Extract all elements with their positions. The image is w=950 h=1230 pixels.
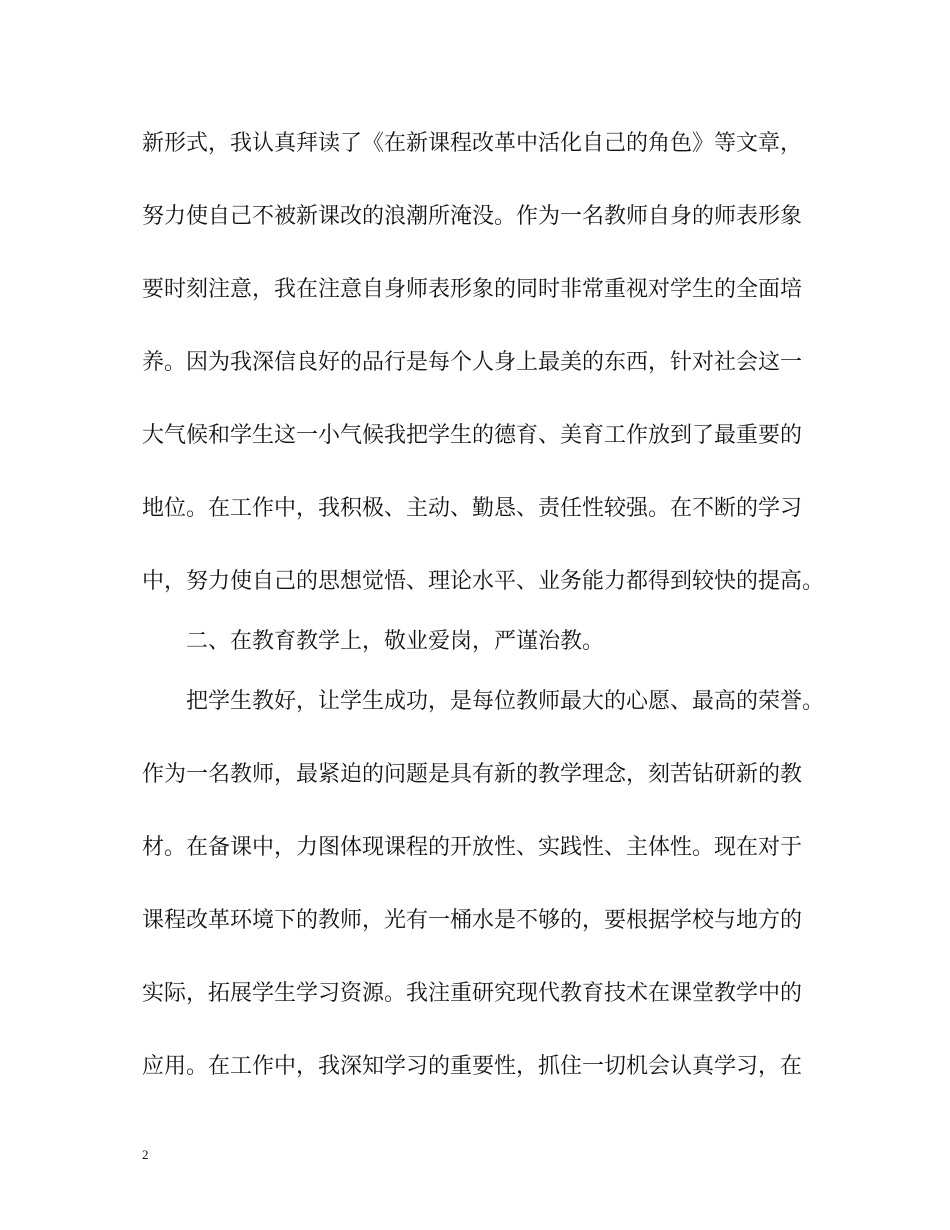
text-line: 课程改革环境下的教师，光有一桶水是不够的，要根据学校与地方的 [142, 908, 803, 933]
text-line: 要时刻注意，我在注意自身师表形象的同时非常重视对学生的全面培 [142, 277, 803, 302]
text-line: 地位。在工作中，我积极、主动、勤恳、责任性较强。在不断的学习 [142, 496, 803, 521]
text-line: 材。在备课中，力图体现课程的开放性、实践性、主体性。现在对于 [142, 835, 803, 860]
text-line: 新形式，我认真拜读了《在新课程改革中活化自己的角色》等文章， [142, 131, 803, 156]
text-line: 应用。在工作中，我深知学习的重要性，抓住一切机会认真学习，在 [142, 1054, 803, 1079]
text-line: 把学生教好，让学生成功，是每位教师最大的心愿、最高的荣誉。 [186, 689, 825, 714]
text-line: 大气候和学生这一小气候我把学生的德育、美育工作放到了最重要的 [142, 423, 803, 448]
text-line: 努力使自己不被新课改的浪潮所淹没。作为一名教师自身的师表形象 [142, 204, 803, 229]
text-line: 作为一名教师，最紧迫的问题是具有新的教学理念，刻苦钻研新的教 [142, 762, 803, 787]
text-line: 养。因为我深信良好的品行是每个人身上最美的东西，针对社会这一 [142, 350, 803, 375]
text-line: 实际，拓展学生学习资源。我注重研究现代教育技术在课堂教学中的 [142, 981, 803, 1006]
text-line: 中，努力使自己的思想觉悟、理论水平、业务能力都得到较快的提高。 [142, 569, 825, 594]
section-heading: 二、在教育教学上，敬业爱岗，严谨治教。 [186, 629, 605, 654]
page-number: 2 [142, 1147, 149, 1162]
